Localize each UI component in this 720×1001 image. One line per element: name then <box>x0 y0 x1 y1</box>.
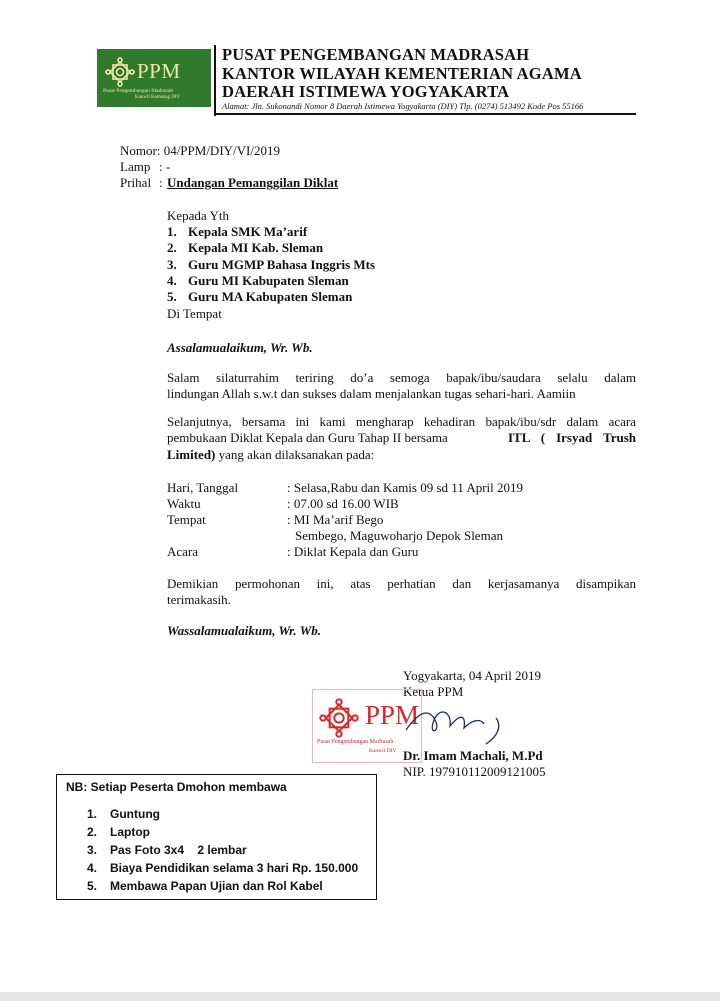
header-title-1: PUSAT PENGEMBANGAN MADRASAH <box>222 45 530 64</box>
paragraph-2-bold: Limited) <box>167 447 216 462</box>
note-item: Biaya Pendidikan selama 3 hari Rp. 150.000 <box>110 861 359 875</box>
recipient-item: Guru MA Kabupaten Sleman <box>188 289 353 304</box>
note-num: 2. <box>87 825 98 839</box>
handwritten-signature <box>400 700 520 755</box>
paragraph-2-line: Selanjutnya, bersama ini kami mengharap kehadiran bapak/ibu/sdr dalam acara <box>167 414 636 429</box>
header-title-3: DAERAH ISTIMEWA YOGYAKARTA <box>222 82 510 101</box>
detail-value: Sembego, Maguwoharjo Depok Sleman <box>295 528 503 543</box>
stamp-caption: Pusat Pengembangan Madrasah <box>317 739 394 745</box>
detail-value: : Diklat Kepala dan Guru <box>287 544 419 559</box>
logo-caption: Pusat Pengembangan Madrasah <box>103 88 173 94</box>
subject-colon: : <box>159 175 163 190</box>
stamp-ornament-icon <box>319 698 359 738</box>
recipient-greeting: Kepada Yth <box>167 208 229 223</box>
detail-label: Tempat <box>167 512 206 527</box>
signatory-position: Ketua PPM <box>403 684 464 699</box>
paragraph-2-line: pembukaan Diklat Kepala dan Guru Tahap II bersama <box>167 430 448 445</box>
letter-number: Nomor: 04/PPM/DIY/VI/2019 <box>120 143 280 158</box>
paragraph-2-text: yang akan dilaksanakan pada: <box>215 447 375 462</box>
recipient-num: 4. <box>167 273 177 288</box>
subject-label: Prihal <box>120 175 152 190</box>
stamp-caption-2: Kanwil DIY <box>369 748 397 754</box>
detail-value: : MI Ma’arif Bego <box>287 512 384 527</box>
header-address: Alamat: Jln. Sukonandi Nomor 8 Daerah Istimewa Yogyakarta (DIY) Tlp. (0274) 513492 Kode Pos 55166 <box>222 101 584 111</box>
signatory-nip: NIP. 197910112009121005 <box>403 764 546 779</box>
logo-text: PPM <box>137 59 181 83</box>
recipient-num: 1. <box>167 224 177 239</box>
opening-salutation: Assalamualaikum, Wr. Wb. <box>167 340 313 355</box>
logo-caption-2: Kanwil Kemenag DIY <box>135 95 181 100</box>
recipient-num: 3. <box>167 257 177 272</box>
detail-label: Waktu <box>167 496 201 511</box>
recipient-item: Kepala SMK Ma’arif <box>188 224 308 239</box>
note-item: Guntung <box>110 807 160 821</box>
closing-line: terimakasih. <box>167 592 231 607</box>
recipient-num: 2. <box>167 240 177 255</box>
paragraph-1-line: lindungan Allah s.w.t dan sukses dalam menjalankan tugas sehari-hari. Aamiin <box>167 386 576 401</box>
paragraph-1-line: Salam silaturrahim teriring do’a semoga bapak/ibu/saudara selalu dalam <box>167 370 636 385</box>
ornament-icon <box>105 57 135 87</box>
closing-line: Demikian permohonan ini, atas perhatian dan kerjasamanya disampikan <box>167 576 636 591</box>
note-item: Laptop <box>110 825 150 839</box>
recipient-num: 5. <box>167 289 177 304</box>
place-date: Yogyakarta, 04 April 2019 <box>403 668 542 683</box>
note-num: 4. <box>87 861 98 875</box>
recipient-place: Di Tempat <box>167 306 222 321</box>
lamp-value: : - <box>159 159 171 174</box>
lamp-label: Lamp <box>120 159 151 174</box>
note-title: NB: Setiap Peserta Dmohon membawa <box>66 780 287 794</box>
ppm-logo <box>97 49 211 107</box>
header-divider <box>214 45 216 116</box>
subject-value: Undangan Pemanggilan Diklat <box>167 175 339 190</box>
stamp-text: PPM <box>365 700 420 730</box>
note-num: 1. <box>87 807 98 821</box>
header-rule <box>216 113 636 115</box>
page-bottom-edge <box>0 992 720 1001</box>
note-num: 3. <box>87 843 98 857</box>
detail-label: Hari, Tanggal <box>167 480 239 495</box>
paragraph-2-line <box>167 447 374 463</box>
note-item: Pas Foto 3x4 2 lembar <box>110 843 247 857</box>
paragraph-2-bold: ITL ( Irsyad Trush <box>508 430 636 445</box>
detail-value: : Selasa,Rabu dan Kamis 09 sd 11 April 2019 <box>287 480 524 495</box>
closing-salutation: Wassalamualaikum, Wr. Wb. <box>167 623 322 638</box>
note-num: 5. <box>87 879 98 893</box>
header-title-2: KANTOR WILAYAH KEMENTERIAN AGAMA <box>222 64 582 83</box>
detail-value: : 07.00 sd 16.00 WIB <box>287 496 399 511</box>
detail-label: Acara <box>167 544 199 559</box>
signatory-name: Dr. Imam Machali, M.Pd <box>403 748 543 763</box>
note-item: Membawa Papan Ujian dan Rol Kabel <box>110 879 323 893</box>
recipient-item: Guru MGMP Bahasa Inggris Mts <box>188 257 376 272</box>
recipient-item: Kepala MI Kab. Sleman <box>188 240 324 255</box>
recipient-item: Guru MI Kabupaten Sleman <box>188 273 349 288</box>
